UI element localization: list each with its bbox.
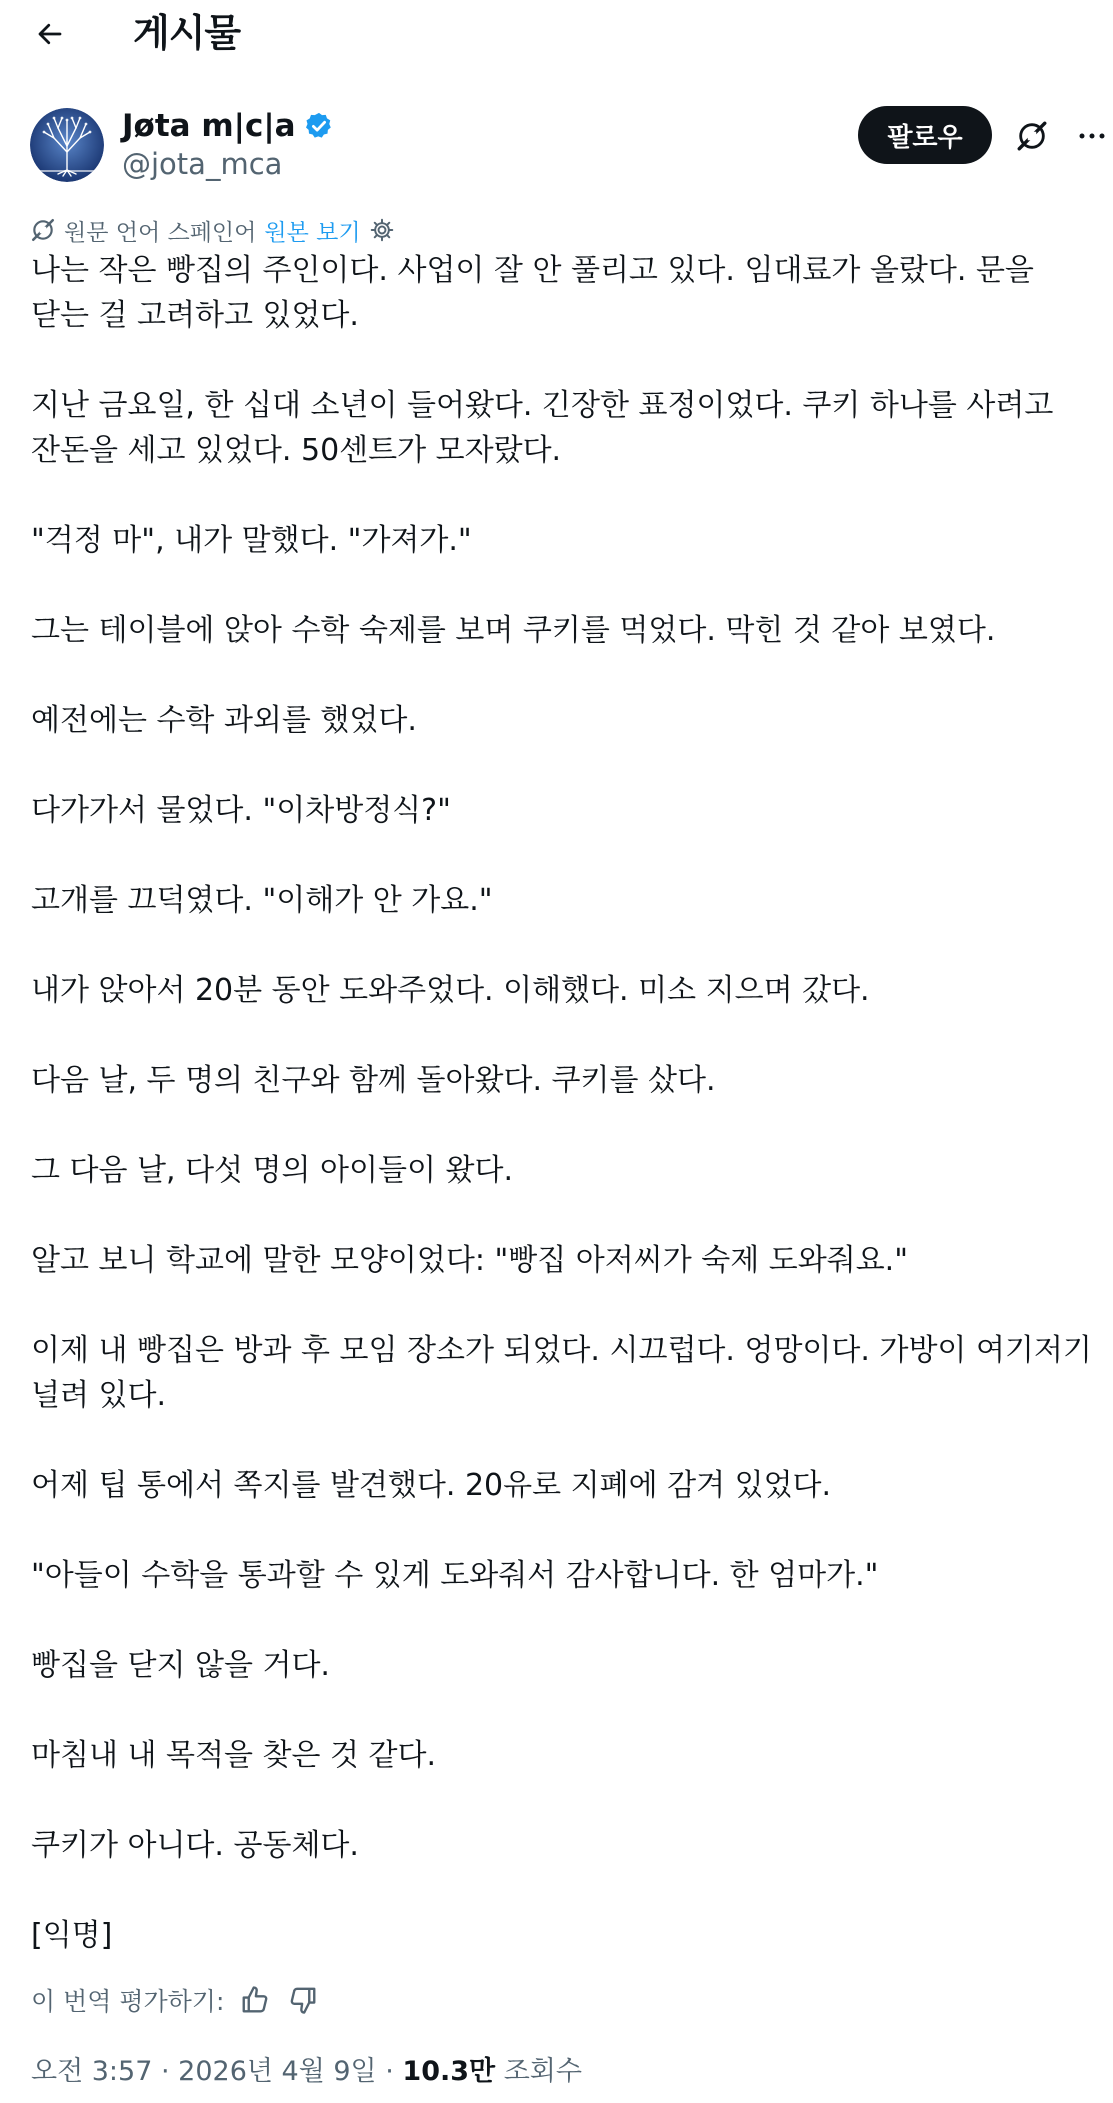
arrow-left-icon <box>35 19 65 49</box>
rate-translation-label: 이 번역 평가하기: <box>31 1987 225 2016</box>
page-title: 게시물 <box>133 11 241 55</box>
translation-notice <box>30 212 395 248</box>
post-paragraph: 내가 앉아서 20분 동안 도와주었다. 이해했다. 미소 지으며 갔다. <box>31 973 870 1008</box>
more-horizontal-icon <box>1077 121 1107 151</box>
meta-separator: · <box>160 2056 179 2087</box>
grok-button[interactable] <box>1010 114 1054 158</box>
follow-button[interactable]: 팔로우 <box>858 106 992 164</box>
post-body <box>31 248 1093 2003</box>
post-paragraph: 그 다음 날, 다섯 명의 아이들이 왔다. <box>31 1153 514 1188</box>
post-paragraph: "걱정 마", 내가 말했다. "가져가." <box>31 523 472 558</box>
post-paragraph: 나는 작은 빵집의 주인이다. 사업이 잘 안 풀리고 있다. 임대료가 올랐다. 문을 닫는 걸 고려하고 있었다. <box>31 253 1034 333</box>
show-original-link[interactable]: 원본 보기 <box>264 219 361 246</box>
post-paragraph: 예전에는 수학 과외를 했었다. <box>31 703 417 738</box>
display-name-row <box>122 106 334 146</box>
translation-source-label: 원문 언어 스페인어 <box>64 219 257 246</box>
post-paragraph: [익명] <box>31 1918 113 1953</box>
tree-logo-icon <box>30 108 104 182</box>
post-paragraph: 쿠키가 아니다. 공동체다. <box>31 1828 359 1863</box>
post-paragraph: 마침내 내 목적을 찾은 것 같다. <box>31 1738 436 1773</box>
avatar[interactable] <box>30 108 104 182</box>
post-paragraph: "아들이 수학을 통과할 수 있게 도와줘서 감사합니다. 한 엄마가." <box>31 1558 879 1593</box>
thumbs-down-button[interactable] <box>286 1983 320 2017</box>
user-handle[interactable]: @jota_mca <box>122 147 283 181</box>
display-name[interactable]: Jøta m|c|a <box>122 108 296 144</box>
post-paragraph: 다가가서 물었다. "이차방정식?" <box>31 793 451 828</box>
post-date[interactable]: 2026년 4월 9일 <box>178 2056 377 2087</box>
back-button[interactable] <box>28 12 72 56</box>
rate-translation <box>31 1980 320 2020</box>
post-paragraph: 빵집을 닫지 않을 거다. <box>31 1648 330 1683</box>
meta-separator: · <box>385 2056 403 2087</box>
post-paragraph: 어제 팁 통에서 쪽지를 발견했다. 20유로 지폐에 감겨 있었다. <box>31 1468 832 1503</box>
post-paragraph: 알고 보니 학교에 말한 모양이었다: "빵집 아저씨가 숙제 도와줘요." <box>31 1243 909 1278</box>
post-paragraph: 다음 날, 두 명의 친구와 함께 돌아왔다. 쿠키를 샀다. <box>31 1063 716 1098</box>
post-meta <box>31 2052 582 2092</box>
gear-icon[interactable] <box>369 217 395 243</box>
post-paragraph: 그는 테이블에 앉아 수학 숙제를 보며 쿠키를 먹었다. 막힌 것 같아 보였다. <box>31 613 996 648</box>
grok-small-icon <box>30 217 56 243</box>
thumbs-down-icon <box>288 1985 318 2015</box>
post-paragraph: 고개를 끄덕였다. "이해가 안 가요." <box>31 883 493 918</box>
views-label: 조회수 <box>503 2056 582 2087</box>
thumbs-up-icon <box>240 1985 270 2015</box>
verified-badge-icon <box>304 111 334 141</box>
author-row <box>30 104 1090 184</box>
grok-icon <box>1015 119 1049 153</box>
post-paragraph: 지난 금요일, 한 십대 소년이 들어왔다. 긴장한 표정이었다. 쿠키 하나를 사려고 잔돈을 세고 있었다. 50센트가 모자랐다. <box>31 388 1054 468</box>
top-bar <box>0 0 1113 66</box>
post-paragraph: 이제 내 빵집은 방과 후 모임 장소가 되었다. 시끄럽다. 엉망이다. 가방이 여기저기 널려 있다. <box>31 1333 1092 1413</box>
more-options-button[interactable] <box>1070 114 1113 158</box>
thumbs-up-button[interactable] <box>238 1983 272 2017</box>
post-time[interactable]: 오전 3:57 <box>31 2056 153 2087</box>
views-count: 10.3만 <box>402 2056 496 2087</box>
